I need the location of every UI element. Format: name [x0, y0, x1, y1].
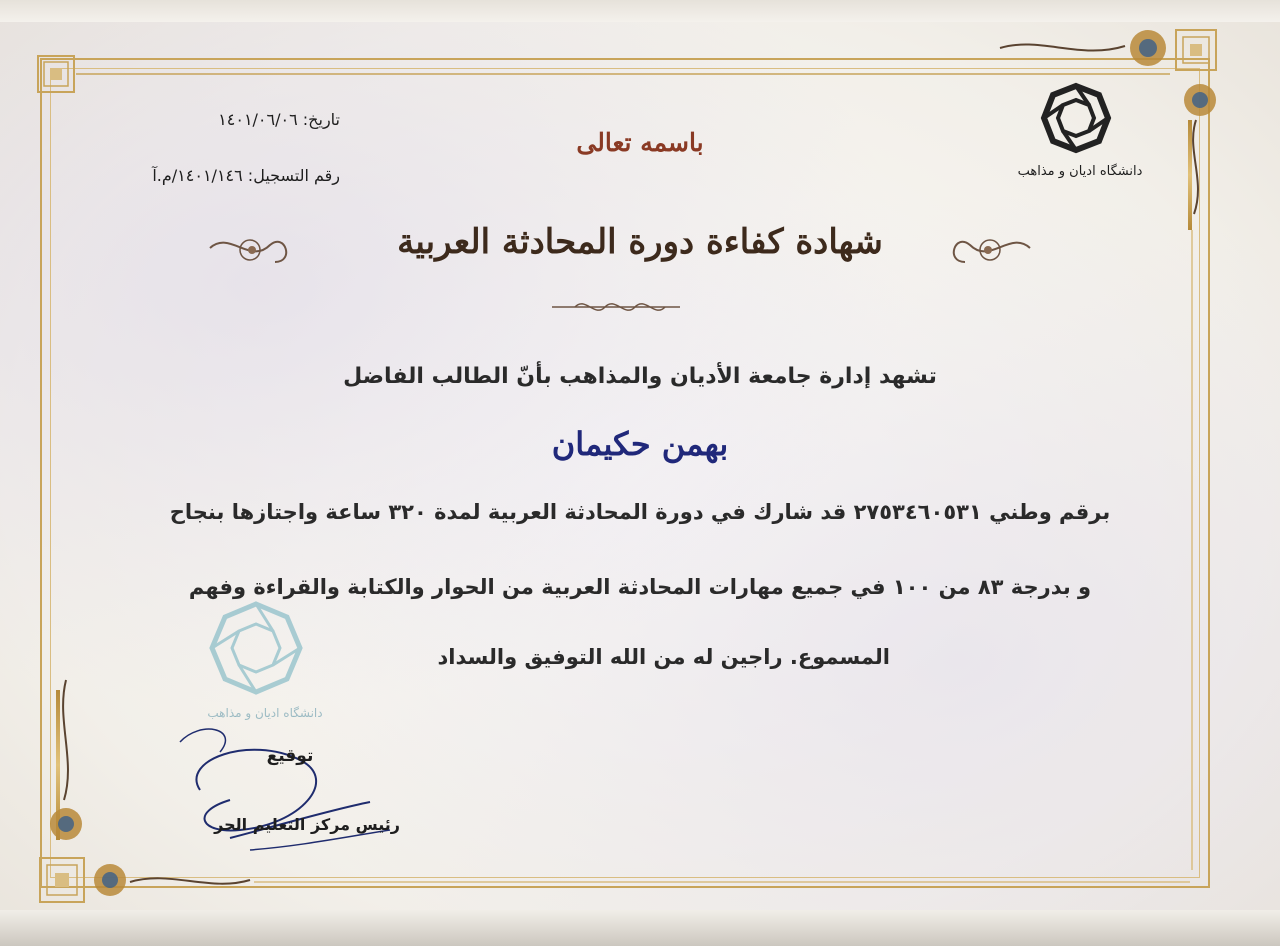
certificate-intro-line: تشهد إدارة جامعة الأديان والمذاهب بأنّ الطالب الفاضل — [343, 364, 937, 389]
certificate-date: تاريخ: ١٤٠١/٠٦/٠٦ — [218, 110, 340, 129]
corner-ornament-top-left-icon — [38, 56, 74, 92]
title-divider-ornament-icon — [552, 304, 680, 310]
certificate-body-line-2: و بدرجة ٨٣ من ١٠٠ في جميع مهارات المحادثة العربية من الحوار والكتابة والقراءة وفهم — [188, 575, 1092, 599]
certificate-body-line-3: المسموع. راجين له من الله التوفيق والسداد — [437, 645, 890, 669]
certificate-title: شهادة كفاءة دورة المحادثة العربية — [397, 222, 883, 262]
university-logo-caption: دانشگاه ادیان و مذاهب — [1017, 164, 1143, 179]
title-ornament-left-icon — [210, 240, 286, 262]
university-stamp-icon — [212, 604, 300, 692]
registration-number: رقم التسجيل: ١٤٠١/١٤٦/م.آ — [152, 166, 340, 185]
student-name: بهمن حكيمان — [551, 425, 729, 463]
signer-title: رئيس مركز التعليم الحر — [214, 815, 400, 834]
signature-label: توقيع — [266, 746, 314, 766]
stamp-caption: دانشگاه ادیان و مذاهب — [207, 706, 323, 720]
university-logo-icon — [1044, 86, 1108, 150]
bismillah-heading: باسمه تعالى — [576, 128, 704, 157]
certificate-body-line-1: برقم وطني ٢٧٥٣٤٦٠٥٣١ قد شارك في دورة المحادثة العربية لمدة ٣٢٠ ساعة واجتازها بنجاح — [169, 500, 1111, 524]
